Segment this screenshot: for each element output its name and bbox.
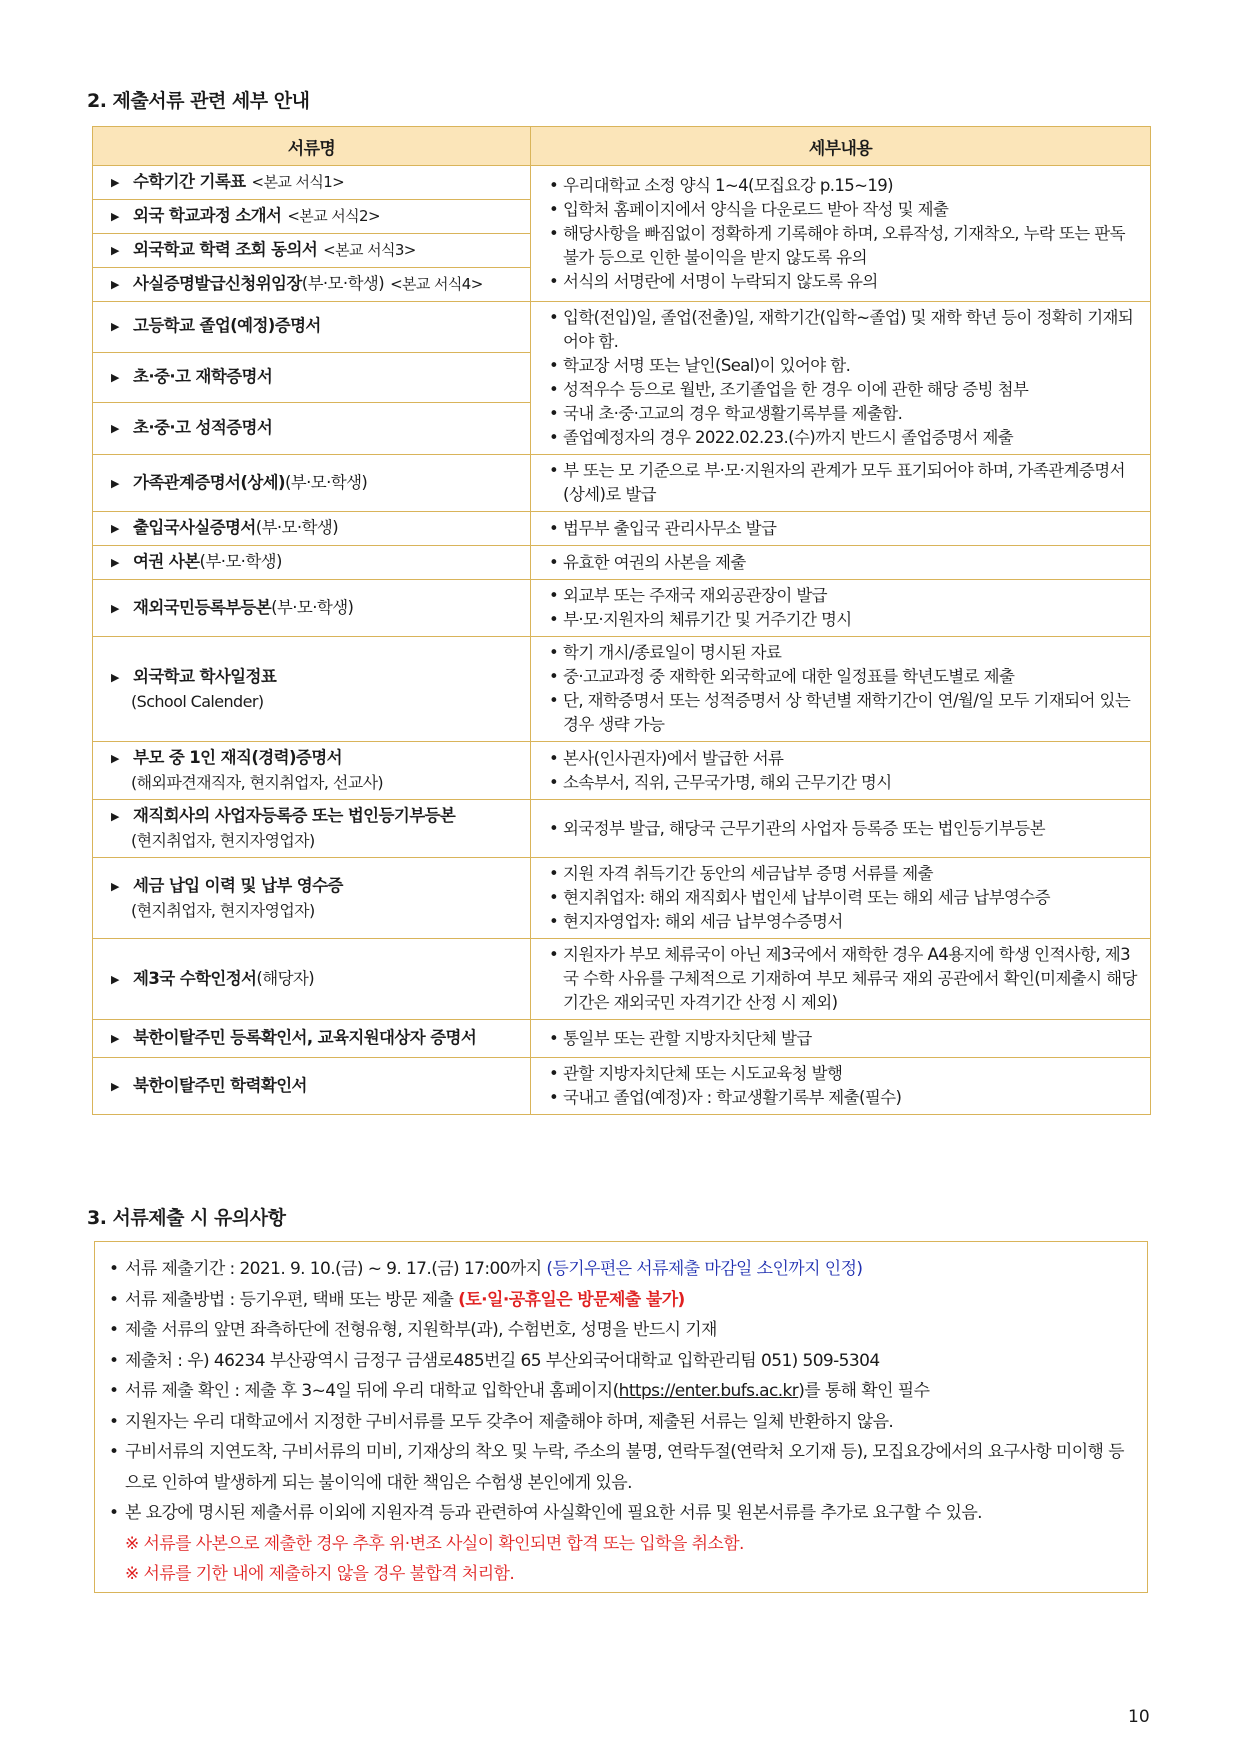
document-details-cell xyxy=(531,858,1151,939)
document-name-cell xyxy=(93,166,531,200)
document-details-cell xyxy=(531,800,1151,858)
detail-item: • 국내고 졸업(예정)자 : 학교생활기록부 제출(필수) xyxy=(549,1086,1140,1110)
triangle-bullet-icon: ▶ xyxy=(111,1032,119,1045)
triangle-bullet-icon: ▶ xyxy=(111,810,119,823)
detail-item: • 부 또는 모 기준으로 부·모·지원자의 관계가 모두 표기되어야 하며, 가족관계증명서(상세)로 발급 xyxy=(549,459,1140,507)
document-name: ▶ 재외국민등록부등본(부·모·학생) xyxy=(111,596,524,621)
detail-item: • 우리대학교 소정 양식 1~4(모집요강 p.15~19) xyxy=(549,174,1140,198)
detail-item: • 졸업예정자의 경우 2022.02.23.(수)까지 반드시 졸업증명서 제출 xyxy=(549,426,1140,450)
detail-item: • 소속부서, 직위, 근무국가명, 해외 근무기간 명시 xyxy=(549,771,1140,795)
document-name-cell xyxy=(93,403,531,455)
triangle-bullet-icon: ▶ xyxy=(111,1079,119,1093)
document-name: ▶ 초·중·고 성적증명서 xyxy=(111,416,524,441)
form-number: <본교 서식2> xyxy=(287,207,380,225)
document-name: ▶ 고등학교 졸업(예정)증명서 xyxy=(111,314,524,339)
note-extra-docs: • 본 요강에 명시된 제출서류 이외에 지원자격 등과 관련하여 사실확인에 필요한 서류 및 원본서류를 추가로 요구할 수 있음. xyxy=(109,1498,1131,1529)
document-name-cell xyxy=(93,352,531,403)
detail-item: • 중·고교과정 중 재학한 외국학교에 대한 일정표를 학년도별로 제출 xyxy=(549,665,1140,689)
document-name: ▶ 부모 중 1인 재직(경력)증명서 xyxy=(111,746,524,771)
triangle-bullet-icon: ▶ xyxy=(111,879,119,893)
document-name: ▶ 외국학교 학사일정표 xyxy=(111,665,524,690)
detail-item: • 지원자가 부모 체류국이 아닌 제3국에서 재학한 경우 A4용지에 학생 인적사항, 제3국 수학 사유를 구체적으로 기재하여 부모 체류국 재외 공관에서 확인(미제출시 해당기간은 재외국민 자격기간 산정 시 제외) xyxy=(549,943,1140,1015)
document-name-cell xyxy=(93,234,531,268)
table-row xyxy=(93,1058,1151,1115)
document-name-cell xyxy=(93,742,531,800)
note-liability: • 구비서류의 지연도착, 구비서류의 미비, 기재상의 착오 및 누락, 주소의 불명, 연락두절(연락처 오기재 등), 모집요강에서의 요구사항 미이행 등으로 인하여 발생하게 되는 불이익에 대한 책임은 수험생 본인에게 있음. xyxy=(109,1437,1131,1498)
document-name: ▶ 사실증명발급신청위임장(부·모·학생) <본교 서식4> xyxy=(111,272,524,297)
note-method: • 서류 제출방법 : 등기우편, 택배 또는 방문 제출 (토·일·공휴일은 방문제출 불가) xyxy=(109,1285,1131,1316)
detail-item: • 입학(전입)일, 졸업(전출)일, 재학기간(입학~졸업) 및 재학 학년 등이 정확히 기재되어야 함. xyxy=(549,306,1140,354)
document-name: ▶ 출입국사실증명서(부·모·학생) xyxy=(111,516,524,541)
table-row xyxy=(93,742,1151,800)
document-name-cell xyxy=(93,268,531,302)
note-period: • 서류 제출기간 : 2021. 9. 10.(금) ~ 9. 17.(금) 17:00까지 (등기우편은 서류제출 마감일 소인까지 인정) xyxy=(109,1254,1131,1285)
note-method-extra: (토·일·공휴일은 방문제출 불가) xyxy=(458,1289,685,1310)
table-row xyxy=(93,512,1151,546)
document-name: ▶ 세금 납입 이력 및 납부 영수증 xyxy=(111,874,524,899)
documents-table-body xyxy=(93,166,1151,1115)
detail-item: • 부·모·지원자의 체류기간 및 거주기간 명시 xyxy=(549,608,1140,632)
document-details-cell xyxy=(531,166,1151,302)
table-row xyxy=(93,166,1151,200)
document-applicability: (해외파견재직자, 현지취업자, 선교사) xyxy=(131,773,384,792)
warning-deadline: ※ 서류를 기한 내에 제출하지 않을 경우 불합격 처리함. xyxy=(125,1564,515,1584)
table-row xyxy=(93,1020,1151,1058)
triangle-bullet-icon: ▶ xyxy=(111,278,119,291)
document-name: ▶ 제3국 수학인정서(해당자) xyxy=(111,967,524,992)
detail-item: • 본사(인사권자)에서 발급한 서류 xyxy=(549,747,1140,771)
section-3-title: 3. 서류제출 시 유의사항 xyxy=(87,1207,286,1229)
document-name-cell xyxy=(93,512,531,546)
note-front-side: • 제출 서류의 앞면 좌측하단에 전형유형, 지원학부(과), 수험번호, 성명을 반드시 기재 xyxy=(109,1315,1131,1346)
document-name-cell xyxy=(93,800,531,858)
triangle-bullet-icon: ▶ xyxy=(111,752,119,765)
triangle-bullet-icon: ▶ xyxy=(111,670,119,684)
triangle-bullet-icon: ▶ xyxy=(111,972,119,986)
document-applicability: (현지취업자, 현지자영업자) xyxy=(131,831,315,850)
detail-item: • 성적우수 등으로 월반, 조기졸업을 한 경우 이에 관한 해당 증빙 첨부 xyxy=(549,378,1140,402)
triangle-bullet-icon: ▶ xyxy=(111,422,119,436)
triangle-bullet-icon: ▶ xyxy=(111,556,119,569)
document-applicability: (현지취업자, 현지자영업자) xyxy=(131,900,315,920)
detail-item: • 법무부 출입국 관리사무소 발급 xyxy=(549,517,1140,541)
document-name-cell xyxy=(93,580,531,637)
detail-item: • 서식의 서명란에 서명이 누락되지 않도록 유의 xyxy=(549,270,1140,294)
detail-item: • 현지자영업자: 해외 세금 납부영수증명서 xyxy=(549,910,1140,934)
warning-copy: ※ 서류를 사본으로 제출한 경우 추후 위·변조 사실이 확인되면 합격 또는 입학을 취소함. xyxy=(125,1533,744,1554)
detail-item: • 외국정부 발급, 해당국 근무기관의 사업자 등록증 또는 법인등기부등본 xyxy=(549,817,1140,841)
document-details-cell xyxy=(531,1020,1151,1058)
document-name: ▶ 북한이탈주민 등록확인서, 교육지원대상자 증명서 xyxy=(111,1026,524,1051)
document-name-cell xyxy=(93,302,531,353)
table-header-row xyxy=(93,127,1151,166)
document-details-cell xyxy=(531,742,1151,800)
document-details-cell xyxy=(531,1058,1151,1115)
section-2-title: 2. 제출서류 관련 세부 안내 xyxy=(87,90,310,112)
document-details-cell xyxy=(531,302,1151,455)
admission-homepage-link[interactable]: https://enter.bufs.ac.kr xyxy=(618,1381,799,1401)
document-applicability: (School Calender) xyxy=(131,691,264,711)
header-document-name: 서류명 xyxy=(93,127,531,166)
detail-item: • 해당사항을 빠짐없이 정확하게 기록해야 하며, 오류작성, 기재착오, 누락 또는 판독불가 등으로 인한 불이익을 받지 않도록 유의 xyxy=(549,222,1140,270)
document-name-cell xyxy=(93,1058,531,1115)
note-confirm: • 서류 제출 확인 : 제출 후 3~4일 뒤에 우리 대학교 입학안내 홈페이지(https://enter.bufs.ac.kr)를 통해 확인 필수 xyxy=(109,1376,1131,1407)
table-row xyxy=(93,637,1151,742)
triangle-bullet-icon: ▶ xyxy=(111,320,119,334)
detail-item: • 학기 개시/종료일이 명시된 자료 xyxy=(549,641,1140,665)
form-number: <본교 서식3> xyxy=(323,241,416,259)
document-name-cell xyxy=(93,455,531,512)
document-details-cell xyxy=(531,546,1151,580)
document-details-cell xyxy=(531,580,1151,637)
document-name-cell xyxy=(93,1020,531,1058)
detail-item: • 관할 지방자치단체 또는 시도교육청 발행 xyxy=(549,1062,1140,1086)
document-name-cell xyxy=(93,858,531,939)
form-number: <본교 서식4> xyxy=(390,275,483,293)
detail-item: • 현지취업자: 해외 재직회사 법인세 납부이력 또는 해외 세금 납부영수증 xyxy=(549,886,1140,910)
table-row xyxy=(93,580,1151,637)
document-details-cell xyxy=(531,939,1151,1020)
note-no-return: • 지원자는 우리 대학교에서 지정한 구비서류를 모두 갖추어 제출해야 하며, 제출된 서류는 일체 반환하지 않음. xyxy=(109,1407,1131,1438)
document-name: ▶ 초·중·고 재학증명서 xyxy=(111,365,524,390)
document-name: ▶ 외국학교 학력 조회 동의서 <본교 서식3> xyxy=(111,238,524,263)
table-row xyxy=(93,455,1151,512)
document-name: ▶ 재직회사의 사업자등록증 또는 법인등기부등본 xyxy=(111,804,524,829)
document-name: ▶ 여권 사본(부·모·학생) xyxy=(111,550,524,575)
detail-item: • 입학처 홈페이지에서 양식을 다운로드 받아 작성 및 제출 xyxy=(549,198,1140,222)
triangle-bullet-icon: ▶ xyxy=(111,601,119,615)
page-number: 10 xyxy=(1128,1707,1150,1727)
header-details: 세부내용 xyxy=(531,127,1151,166)
detail-item: • 학교장 서명 또는 날인(Seal)이 있어야 함. xyxy=(549,354,1140,378)
detail-item: • 단, 재학증명서 또는 성적증명서 상 학년별 재학기간이 연/월/일 모두 기재되어 있는 경우 생략 가능 xyxy=(549,689,1140,737)
table-row xyxy=(93,302,1151,353)
table-row xyxy=(93,858,1151,939)
detail-item: • 외교부 또는 주재국 재외공관장이 발급 xyxy=(549,584,1140,608)
table-row xyxy=(93,546,1151,580)
form-number: <본교 서식1> xyxy=(251,173,345,191)
triangle-bullet-icon: ▶ xyxy=(111,522,119,535)
document-name-cell xyxy=(93,200,531,234)
detail-item: • 지원 자격 취득기간 동안의 세금납부 증명 서류를 제출 xyxy=(549,862,1140,886)
document-name: ▶ 북한이탈주민 학력확인서 xyxy=(111,1074,524,1099)
document-details-cell xyxy=(531,512,1151,546)
documents-table xyxy=(92,126,1151,1115)
detail-item: • 국내 초·중·고교의 경우 학교생활기록부를 제출함. xyxy=(549,402,1140,426)
document-name-cell xyxy=(93,637,531,742)
document-details-cell xyxy=(531,455,1151,512)
document-name-cell xyxy=(93,939,531,1020)
table-row xyxy=(93,939,1151,1020)
document-details-cell xyxy=(531,637,1151,742)
triangle-bullet-icon: ▶ xyxy=(111,370,119,384)
submission-notes-box xyxy=(94,1241,1148,1593)
detail-item: • 유효한 여권의 사본을 제출 xyxy=(549,551,1140,575)
triangle-bullet-icon: ▶ xyxy=(111,244,119,257)
document-name: ▶ 가족관계증명서(상세)(부·모·학생) xyxy=(111,471,524,496)
document-name: ▶ 수학기간 기록표 <본교 서식1> xyxy=(111,170,524,195)
document-name-cell xyxy=(93,546,531,580)
detail-item: • 통일부 또는 관할 지방자치단체 발급 xyxy=(549,1027,1140,1051)
triangle-bullet-icon: ▶ xyxy=(111,210,119,223)
note-period-extra: (등기우편은 서류제출 마감일 소인까지 인정) xyxy=(546,1259,863,1279)
triangle-bullet-icon: ▶ xyxy=(111,476,119,490)
document-name: ▶ 외국 학교과정 소개서 <본교 서식2> xyxy=(111,204,524,229)
table-row xyxy=(93,800,1151,858)
triangle-bullet-icon: ▶ xyxy=(111,176,119,189)
note-address: • 제출처 : 우) 46234 부산광역시 금정구 금샘로485번길 65 부산외국어대학교 입학관리팀 051) 509-5304 xyxy=(109,1346,1131,1377)
